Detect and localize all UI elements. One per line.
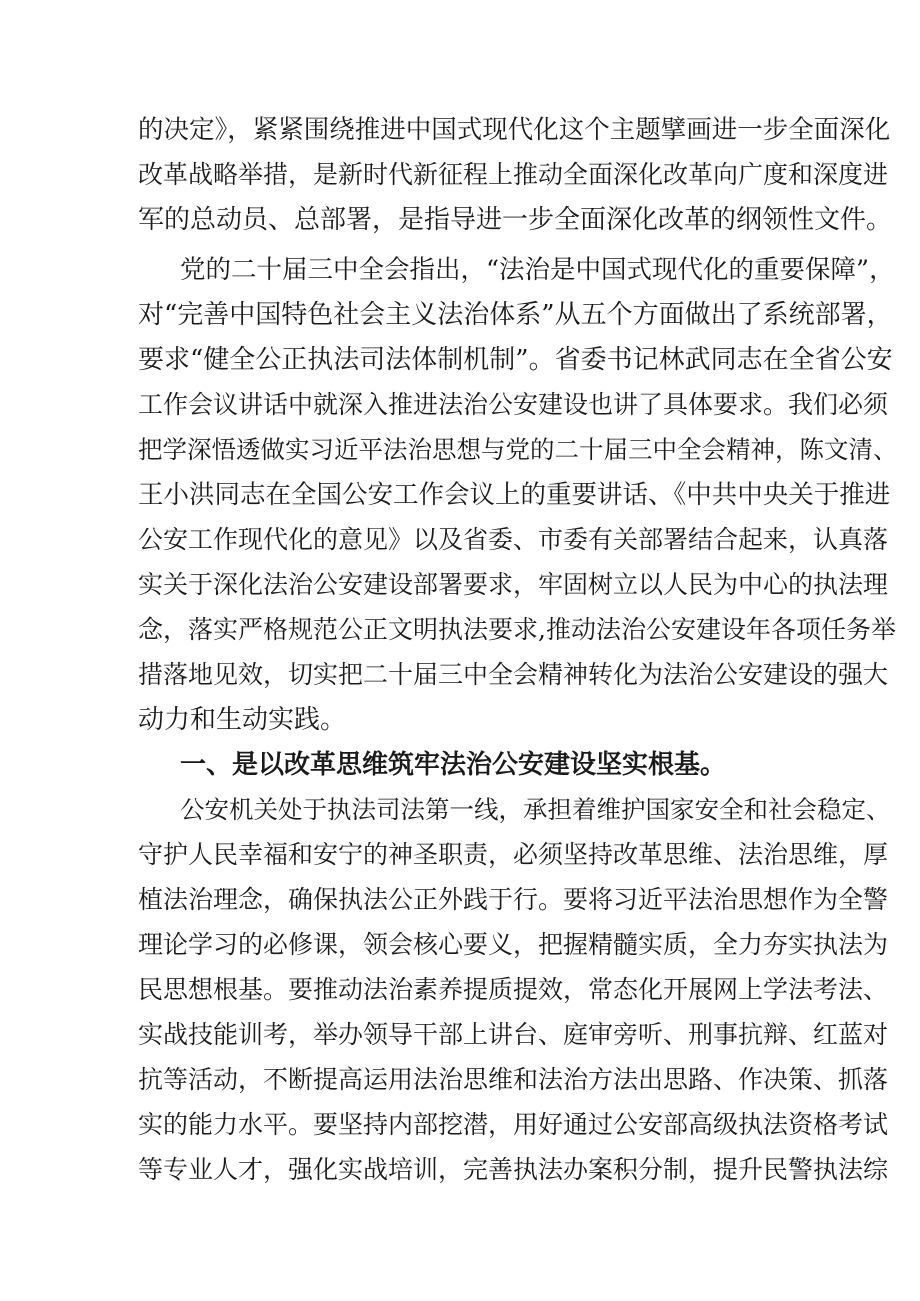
paragraph-line: 植法治理念，确保执法公正外践于行。要将习近平法治思想作为全警 (138, 885, 889, 914)
paragraph-line: 王小洪同志在全国公安工作会议上的重要讲话、《中共中央关于推进 (138, 480, 891, 510)
paragraph-line: 实关于深化法治公安建设部署要求，牢固树立以人民为中心的执法理 (138, 570, 889, 599)
paragraph-line: 措落地见效，切实把二十届三中全会精神转化为法治公安建设的强大 (138, 660, 889, 689)
paragraph-line: 等专业人才，强化实战培训，完善执法办案积分制，提升民警执法综 (138, 1155, 889, 1184)
paragraph-line: 实的能力水平。要坚持内部挖潜，用好通过公安部高级执法资格考试 (138, 1110, 889, 1139)
paragraph-line: 军的总动员、总部署，是指导进一步全面深化改革的纲领性文件。 (138, 205, 893, 235)
paragraph-line: 的决定》，紧紧围绕推进中国式现代化这个主题擘画进一步全面深化 (138, 115, 891, 145)
paragraph-line: 守护人民幸福和安宁的神圣职责，必须坚持改革思维、法治思维，厚 (138, 840, 889, 869)
paragraph-line: 公安工作现代化的意见》以及省委、市委有关部署结合起来，认真落 (138, 525, 889, 554)
section-heading: 一、是以改革思维筑牢法治公安建设坚实根基。 (180, 750, 727, 780)
paragraph-line: 动力和生动实践。 (138, 705, 347, 735)
paragraph-line: 理论学习的必修课，领会核心要义，把握精髓实质，全力夯实执法为 (138, 930, 889, 959)
paragraph-line: 实战技能训考，举办领导干部上讲台、庭审旁听、刑事抗辩、红蓝对 (138, 1020, 889, 1049)
paragraph-line: 改革战略举措，是新时代新征程上推动全面深化改革向广度和深度进 (138, 160, 889, 189)
paragraph-line: 念，落实严格规范公正文明执法要求,推动法治公安建设年各项任务举 (138, 615, 896, 644)
paragraph-line: 抗等活动，不断提高运用法治思维和法治方法出思路、作决策、抓落 (138, 1065, 889, 1094)
paragraph-line: 工作会议讲话中就深入推进法治公安建设也讲了具体要求。我们必须 (138, 390, 889, 419)
paragraph-line: 公安机关处于执法司法第一线，承担着维护国家安全和社会稳定、 (180, 795, 891, 824)
paragraph-line: 把学深悟透做实习近平法治思想与党的二十届三中全会精神，陈文清、 (138, 435, 898, 464)
paragraph-line: 要求“健全公正执法司法体制机制”。省委书记林武同志在全省公安 (138, 345, 893, 375)
paragraph-line: 对“完善中国特色社会主义法治体系”从五个方面做出了系统部署， (138, 300, 893, 330)
paragraph-line: 党的二十届三中全会指出，“法治是中国式现代化的重要保障”， (180, 255, 895, 285)
paragraph-line: 民思想根基。要推动法治素养提质提效，常态化开展网上学法考法、 (138, 975, 889, 1004)
